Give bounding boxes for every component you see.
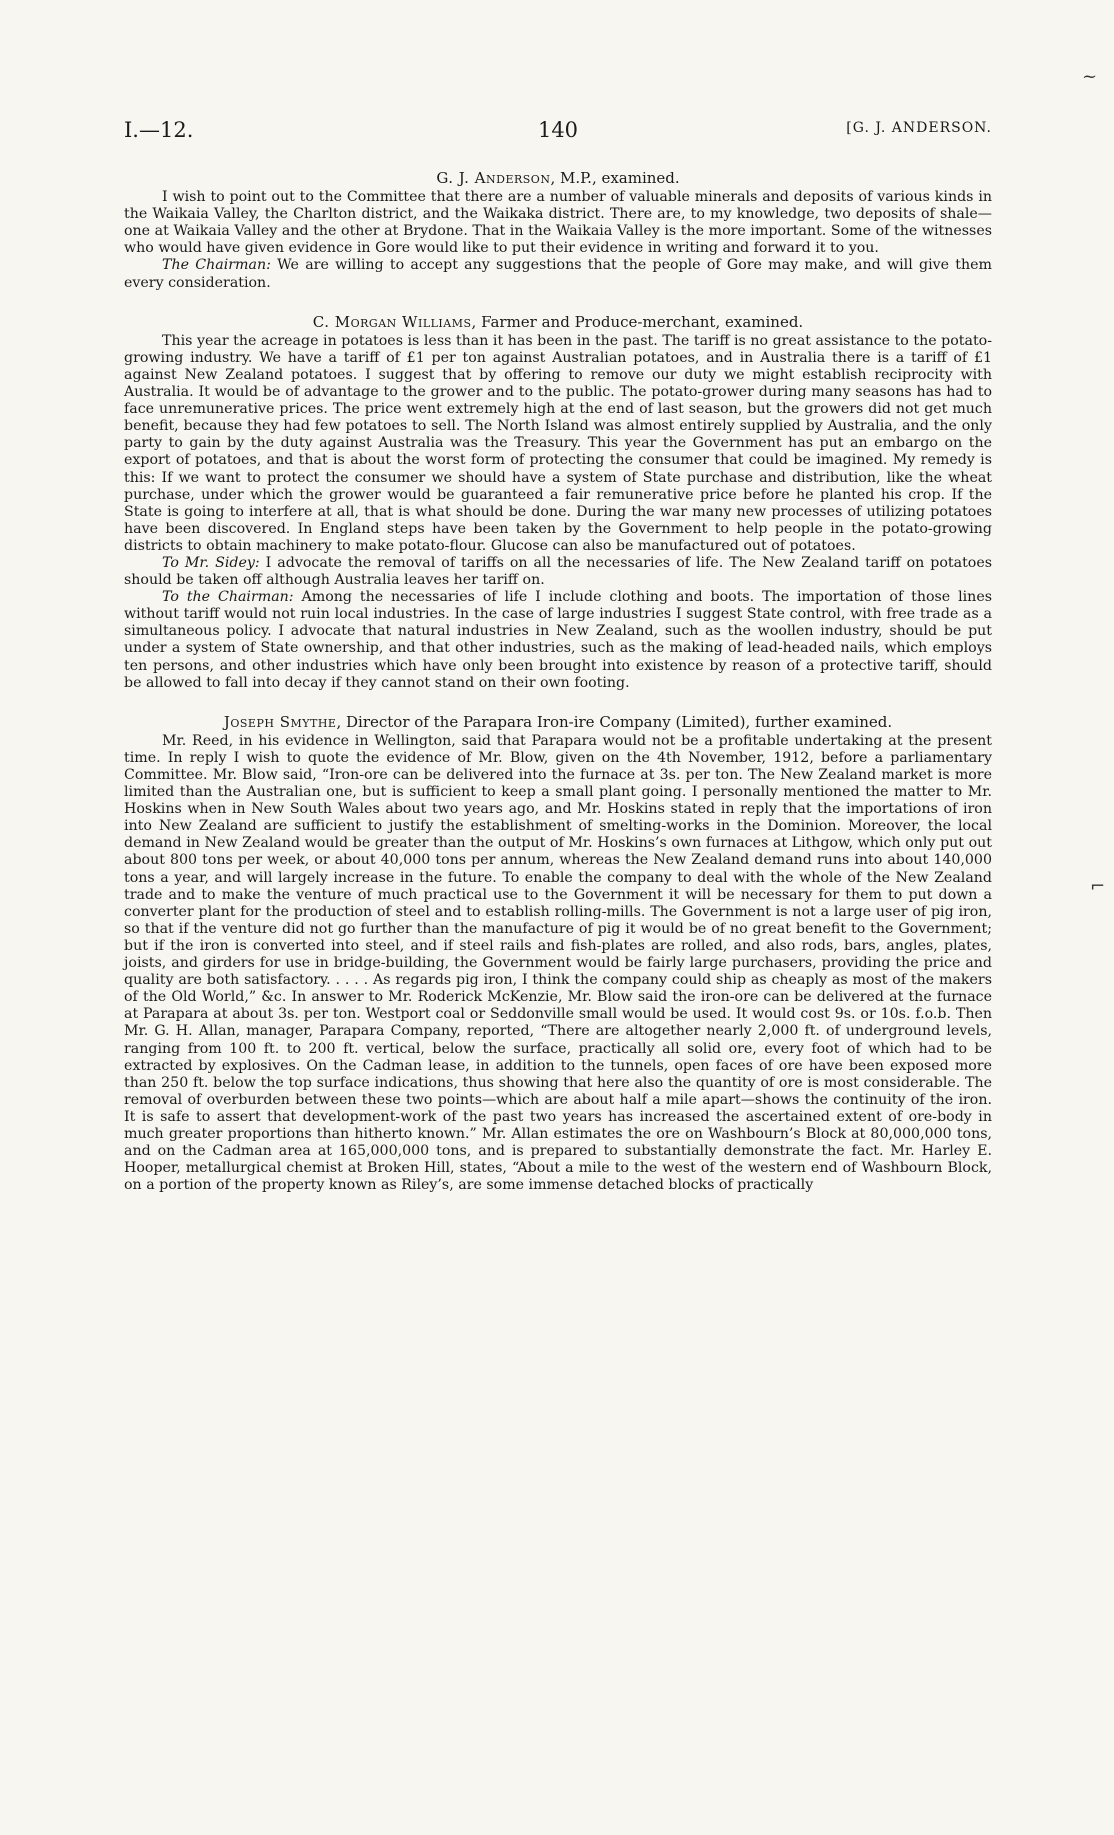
speaker-lead: To the Chairman:	[162, 589, 294, 606]
witness-heading	[124, 314, 992, 331]
paragraph	[124, 257, 992, 291]
witness-description: , M.P., examined.	[550, 169, 680, 187]
page-number: 140	[537, 118, 579, 142]
paragraph-text: Mr. Reed, in his evidence in Wellington, said that Parapara would not be a profitable undertaking at the present time. In reply I wish to quote the evidence of Mr. Blow, given on the 4th November, 1912, before a parliamentary Committee. Mr. Blow said, “Iron-ore can be delivered into the furnace at 3s. per ton. The New Zealand market is more limited than the Australian one, but is sufficient to keep a small plant going. I personally mentioned the matter to Mr. Hoskins when in New South Wales about two years ago, and Mr. Hoskins stated in reply that the importations of iron into New Zealand are sufficient to justify the establishment of smelting-works in the Dominion. Moreover, the local demand in New Zealand would be greater than the output of Mr. Hoskins’s own furnaces at Lithgow, which only put out about 800 tons per week, or about 40,000 tons per annum, whereas the New Zealand demand runs into about 140,000 tons a year, and will largely increase in the future. To enable the company to deal with the whole of the New Zealand trade and to make the venture of much practical use to the Government it will be necessary for them to put down a converter plant for the production of steel and to establish rolling-mills. The Government is not a large user of pig iron, so that if the venture did not go further than the manufacture of pig it would be of no great benefit to the Government; but if the iron is converted into steel, and if steel rails and fish-plates are rolled, and also rods, bars, angles, plates, joists, and girders for use in bridge-building, the Government would be fairly large purchasers, providing the price and quality are both satisfactory. . . . . As regards pig iron, I think the company could ship as cheaply as most of the makers of the Old World,” &c. In answer to Mr. Roderick McKenzie, Mr. Blow said the iron-ore can be delivered at the furnace at Parapara at about 3s. per ton. Westport coal or Seddonville small would be used. It would cost 9s. or 10s. f.o.b. Then Mr. G. H. Allan, manager, Parapara Company, reported, “There are altogether nearly 2,000 ft. of underground levels, ranging from 100 ft. to 200 ft. vertical, below the surface, practically all solid ore, every foot of which had to be extracted by explosives. On the Cadman lease, in addition to the tunnels, open faces of ore have been exposed more than 250 ft. below the top surface indications, thus showing that here also the quantity of ore is most considerable. The removal of overburden between these two points—which are about half a mile apart—shows the continuity of the iron. It is safe to assert that development-work of the past two years has increased the ascertained extent of ore-body in much greater proportions than hitherto known.” Mr. Allan estimates the ore on Washbourn’s Block at 80,000,000 tons, and on the Cadman area at 165,000,000 tons, and is prepared to substantially demonstrate the fact. Mr. Harley E. Hooper, metallurgical chemist at Broken Hill, states, “About a mile to the west of the western end of Washbourn Block, on a portion of the property known as Riley’s, are some immense detached blocks of practically	[124, 732, 992, 1194]
paragraph	[124, 189, 992, 257]
paper-number: I.—12.	[124, 118, 194, 142]
witness-name: Joseph Smythe	[223, 712, 337, 731]
paragraph	[124, 555, 992, 589]
page-body	[124, 170, 992, 1194]
paragraph	[124, 589, 992, 692]
paragraph-text: We are willing to accept any suggestions that the people of Gore may make, and will give them every consideration.	[124, 257, 992, 291]
page-header	[124, 118, 992, 148]
witness-description: , Farmer and Produce-merchant, examined.	[471, 312, 804, 331]
witness-heading	[124, 170, 992, 187]
speaker-lead: The Chairman:	[162, 257, 271, 274]
speaker-lead: To Mr. Sidey:	[162, 554, 260, 571]
witness-name: C. Morgan Williams	[312, 312, 472, 331]
paragraph-text: This year the acreage in potatoes is less than it has been in the past. The tariff is no great assistance to the potato-growing industry. We have a tariff of £1 per ton against Australian potatoes, and in Australia there is a tariff of £1 against New Zealand potatoes. I suggest that by offering to remove our duty we might establish reciprocity with Australia. It would be of advantage to the grower and to the public. The potato-grower during many seasons has had to face unremunerative prices. The price went extremely high at the end of last season, but the growers did not get much benefit, because they had few potatoes to sell. The North Island was almost entirely supplied by Australia, and the only party to gain by the duty against Australia was the Treasury. This year the Government has put an embargo on the export of potatoes, and that is about the worst form of protecting the consumer that could be imagined. My remedy is this: If we want to protect the consumer we should have a system of State purchase and distribution, like the wheat purchase, under which the grower would be guaranteed a fair remunerative price before he planted his crop. If the State is going to interfere at all, that is what should be done. During the war many new processes of utilizing potatoes have been discovered. In England steps have been taken by the Government to help people in the potato-growing districts to obtain machinery to make potato-flour. Glucose can also be manufactured out of potatoes.	[124, 332, 992, 554]
paragraph	[124, 333, 992, 555]
paragraph-text: I advocate the removal of tariffs on all the necessaries of life. The New Zealand tariff on potatoes should be taken off although Australia leaves her tariff on.	[124, 554, 992, 589]
paragraph-text: I wish to point out to the Committee that there are a number of valuable minerals and deposits of various kinds in the Waikaia Valley, the Charlton district, and the Waikaka district. There are, to my knowledge, two deposits of shale—one at Waikaia Valley and the other at Brydone. That in the Waikaia Valley is the more important. Some of the witnesses who would have given evidence in Gore would like to put their evidence in writing and forward it to you.	[124, 189, 992, 257]
margin-mark: ⌐	[1090, 876, 1106, 897]
witness-description: , Director of the Parapara Iron-ire Company (Limited), further examined.	[336, 712, 893, 731]
margin-mark: ~	[1082, 66, 1098, 87]
paragraph	[124, 733, 992, 1195]
witness-heading	[124, 714, 992, 731]
paragraph-text: Among the necessaries of life I include clothing and boots. The importation of those lines without tariff would not ruin local industries. In the case of large industries I suggest State control, with free trade as a simultaneous policy. I advocate that natural industries in New Zealand, such as the woollen industry, should be put under a system of State ownership, and that other industries, such as the making of lead-headed nails, which employs ten persons, and other industries which have only been brought into existence by reason of a protective tariff, should be allowed to fall into decay if they cannot stand on their own footing.	[124, 589, 992, 691]
witness-name: G. J. Anderson	[436, 169, 551, 187]
running-head: [G. J. ANDERSON.	[846, 120, 992, 136]
